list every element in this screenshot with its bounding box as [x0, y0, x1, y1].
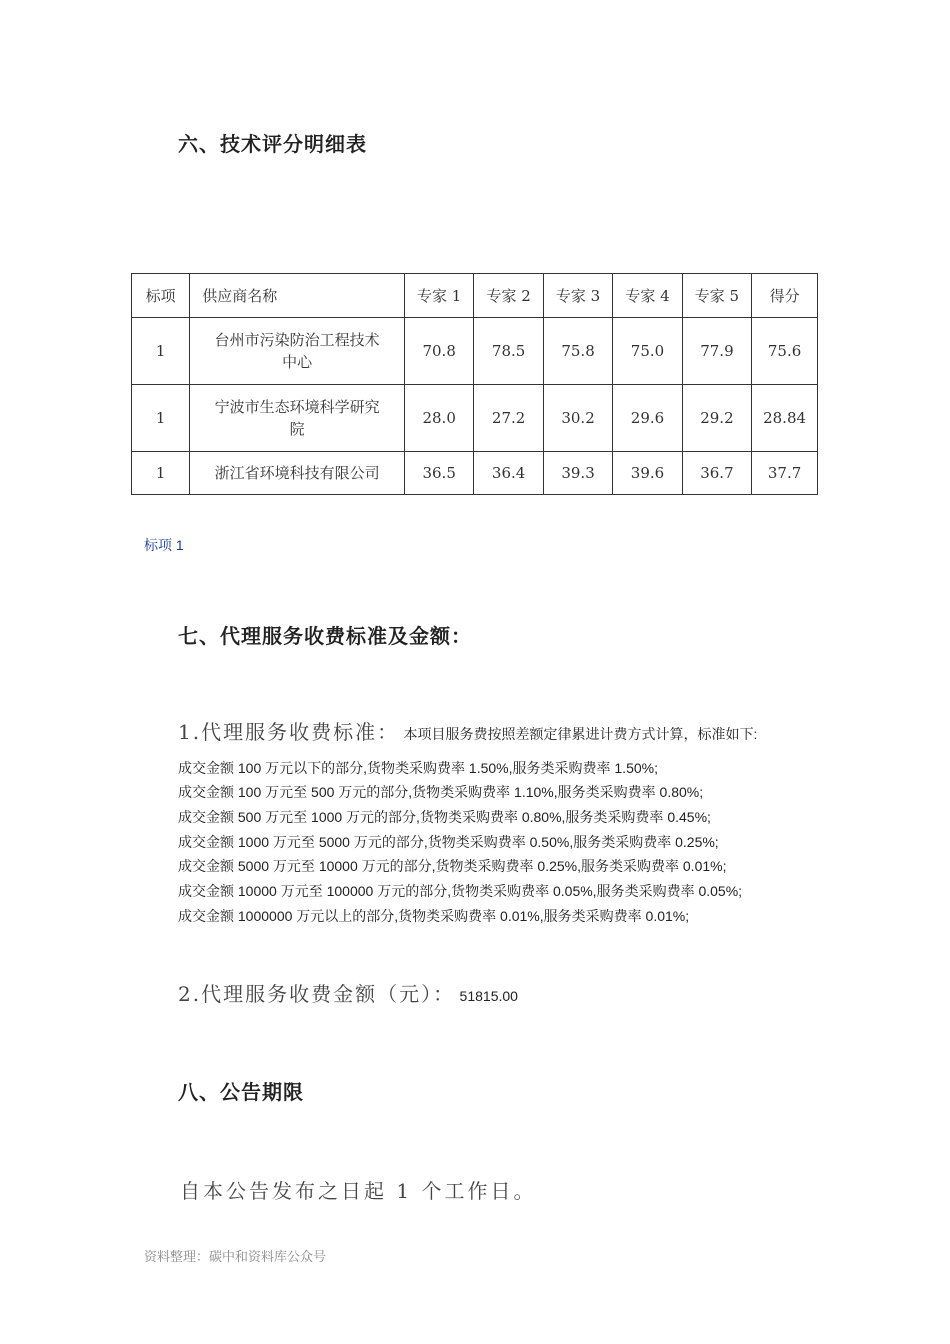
table-row	[132, 385, 818, 452]
cell-expert-4: 39.6	[613, 452, 682, 495]
header-supplier: 供应商名称	[190, 274, 405, 318]
header-expert-3: 专家 3	[543, 274, 612, 318]
cell-score: 28.84	[752, 385, 818, 452]
section-8-title: 八、公告期限	[178, 1082, 304, 1104]
fee-amount-label: 2.代理服务收费金额（元）：	[178, 982, 456, 1006]
cell-expert-1: 36.5	[404, 452, 473, 495]
cell-score: 37.7	[752, 452, 818, 495]
supplier-name-line-1: 宁波市生态环境科学研究	[214, 398, 380, 416]
cell-expert-5: 29.2	[682, 385, 751, 452]
header-expert-5: 专家 5	[682, 274, 751, 318]
fee-line: 成交金额 1000000 万元以上的部分,货物类采购费率 0.01%,服务类采购费率 0.01%;	[178, 908, 690, 924]
cell-expert-2: 36.4	[474, 452, 543, 495]
cell-expert-5: 36.7	[682, 452, 751, 495]
cell-expert-3: 75.8	[543, 318, 612, 385]
section-6-title: 六、技术评分明细表	[178, 134, 367, 156]
cell-supplier	[190, 385, 405, 452]
fee-line: 成交金额 10000 万元至 100000 万元的部分,货物类采购费率 0.05%,服务类采购费率 0.05%;	[178, 883, 743, 899]
table-header-row	[132, 274, 818, 318]
cell-expert-4: 29.6	[613, 385, 682, 452]
cell-supplier: 浙江省环境科技有限公司	[190, 452, 405, 495]
fee-standard-label: 1.代理服务收费标准：	[178, 720, 400, 744]
announcement-period-text: 自本公告发布之日起 1 个工作日。	[180, 1179, 537, 1203]
table-row	[132, 452, 818, 495]
cell-expert-2: 78.5	[474, 318, 543, 385]
cell-expert-1: 70.8	[404, 318, 473, 385]
cell-score: 75.6	[752, 318, 818, 385]
supplier-name-line-2: 院	[289, 420, 305, 438]
header-expert-1: 专家 1	[404, 274, 473, 318]
fee-line: 成交金额 500 万元至 1000 万元的部分,货物类采购费率 0.80%,服务类采购费率 0.45%;	[178, 809, 711, 825]
cell-supplier	[190, 318, 405, 385]
bid-item-link[interactable]: 标项 1	[144, 537, 184, 553]
cell-item: 1	[132, 318, 190, 385]
cell-expert-5: 77.9	[682, 318, 751, 385]
fee-standard-text: 本项目服务费按照差额定律累进计费方式计算，标准如下:	[403, 726, 758, 742]
header-expert-2: 专家 2	[474, 274, 543, 318]
cell-expert-2: 27.2	[474, 385, 543, 452]
cell-item: 1	[132, 385, 190, 452]
fee-line: 成交金额 1000 万元至 5000 万元的部分,货物类采购费率 0.50%,服务类采购费率 0.25%;	[178, 834, 719, 850]
technical-score-table	[131, 273, 818, 495]
supplier-name-line-1: 台州市污染防治工程技术	[214, 331, 380, 349]
cell-expert-1: 28.0	[404, 385, 473, 452]
fee-amount-value: 51815.00	[459, 988, 518, 1004]
supplier-name-line-2: 中心	[282, 353, 313, 371]
fee-line: 成交金额 100 万元至 500 万元的部分,货物类采购费率 1.10%,服务类采购费率 0.80%;	[178, 784, 704, 800]
cell-expert-4: 75.0	[613, 318, 682, 385]
fee-standard-heading	[178, 716, 757, 745]
cell-expert-3: 39.3	[543, 452, 612, 495]
cell-item: 1	[132, 452, 190, 495]
header-item: 标项	[132, 274, 190, 318]
fee-line: 成交金额 100 万元以下的部分,货物类采购费率 1.50%,服务类采购费率 1.50%;	[178, 760, 658, 776]
footer-source: 资料整理：碳中和资料库公众号	[144, 1250, 327, 1265]
header-score: 得分	[752, 274, 818, 318]
fee-amount-row	[178, 978, 518, 1007]
section-7-title: 七、代理服务收费标准及金额：	[178, 626, 472, 648]
table-row	[132, 318, 818, 385]
cell-expert-3: 30.2	[543, 385, 612, 452]
fee-line: 成交金额 5000 万元至 10000 万元的部分,货物类采购费率 0.25%,服务类采购费率 0.01%;	[178, 858, 727, 874]
header-expert-4: 专家 4	[613, 274, 682, 318]
